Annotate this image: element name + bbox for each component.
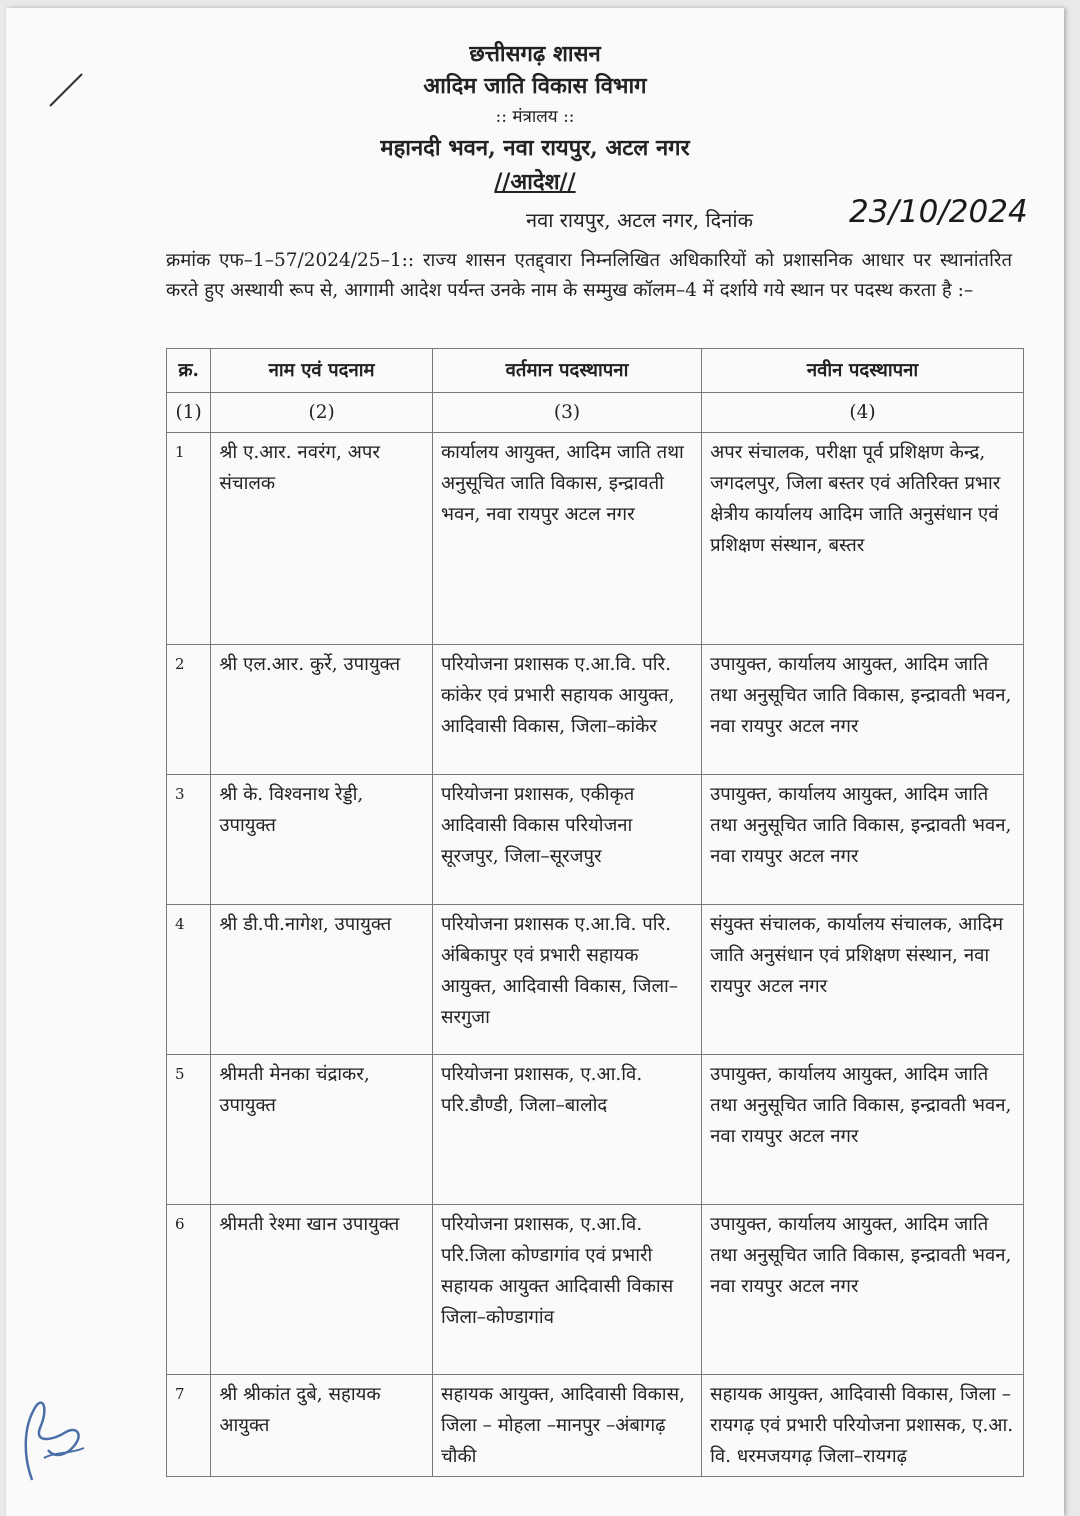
- header-current-posting: वर्तमान पदस्थापना: [432, 349, 701, 393]
- table-row: [167, 433, 1024, 645]
- name-cell: श्री डी.पी.नागेश, उपायुक्त: [211, 905, 433, 1055]
- name-cell: श्री एल.आर. कुर्रे, उपायुक्त: [211, 645, 433, 775]
- name-cell: श्री श्रीकांत दुबे, सहायक आयुक्त: [211, 1375, 433, 1477]
- table-row: [167, 1055, 1024, 1205]
- name-cell: श्री के. विश्वनाथ रेड्डी, उपायुक्त: [211, 775, 433, 905]
- current-posting-cell: परियोजना प्रशासक, एकीकृत आदिवासी विकास परियोजना सूरजपुर, जिला–सूरजपुर: [432, 775, 701, 905]
- name-cell: श्रीमती रेश्मा खान उपायुक्त: [211, 1205, 433, 1375]
- signature-scribble-icon: [14, 1388, 94, 1488]
- index-cell: (4): [702, 393, 1024, 433]
- ministry-label: :: मंत्रालय ::: [495, 107, 575, 127]
- office-address: महानदी भवन, नवा रायपुर, अटल नगर: [380, 135, 690, 161]
- serial-cell: 7: [167, 1375, 211, 1477]
- new-posting-cell: उपायुक्त, कार्यालय आयुक्त, आदिम जाति तथा अनुसूचित जाति विकास, इन्द्रावती भवन, नवा रायपुर अटल नगर: [702, 775, 1024, 905]
- department-name: आदिम जाति विकास विभाग: [423, 73, 647, 99]
- dateline: नवा रायपुर, अटल नगर, दिनांक: [526, 208, 753, 232]
- order-paragraph: क्रमांक एफ–1–57/2024/25–1:: राज्य शासन एतद्द्वारा निम्नलिखित अधिकारियों को प्रशासनिक आधार पर स्थानांतरित करते हुए अस्थायी रूप से, आगामी आदेश पर्यन्त उनके नाम के सम्मुख कॉलम–4 में दर्शाये गये स्थान पर पदस्थ करता है :–: [166, 250, 1012, 301]
- current-posting-cell: परियोजना प्रशासक, ए.आ.वि. परि.डौण्डी, जिला–बालोद: [432, 1055, 701, 1205]
- serial-cell: 2: [167, 645, 211, 775]
- current-posting-cell: परियोजना प्रशासक ए.आ.वि. परि. कांकेर एवं प्रभारी सहायक आयुक्त, आदिवासी विकास, जिला–कांकेर: [432, 645, 701, 775]
- new-posting-cell: उपायुक्त, कार्यालय आयुक्त, आदिम जाति तथा अनुसूचित जाति विकास, इन्द्रावती भवन, नवा रायपुर अटल नगर: [702, 1055, 1024, 1205]
- new-posting-cell: अपर संचालक, परीक्षा पूर्व प्रशिक्षण केन्द्र, जगदलपुर, जिला बस्तर एवं अतिरिक्त प्रभार क्षेत्रीय कार्यालय आदिम जाति अनुसंधान एवं प्रशिक्षण संस्थान, बस्तर: [702, 433, 1024, 645]
- new-posting-cell: उपायुक्त, कार्यालय आयुक्त, आदिम जाति तथा अनुसूचित जाति विकास, इन्द्रावती भवन, नवा रायपुर अटल नगर: [702, 645, 1024, 775]
- table-header-row: [167, 349, 1024, 393]
- table-index-row: [167, 393, 1024, 433]
- handwritten-date: 23/10/2024: [849, 194, 1028, 230]
- current-posting-cell: कार्यालय आयुक्त, आदिम जाति तथा अनुसूचित जाति विकास, इन्द्रावती भवन, नवा रायपुर अटल नगर: [432, 433, 701, 645]
- order-title: //आदेश//: [494, 169, 576, 195]
- current-posting-cell: सहायक आयुक्त, आदिवासी विकास, जिला – मोहला –मानपुर –अंबागढ़ चौकी: [432, 1375, 701, 1477]
- serial-cell: 4: [167, 905, 211, 1055]
- serial-cell: 1: [167, 433, 211, 645]
- table-row: [167, 1375, 1024, 1477]
- new-posting-cell: उपायुक्त, कार्यालय आयुक्त, आदिम जाति तथा अनुसूचित जाति विकास, इन्द्रावती भवन, नवा रायपुर अटल नगर: [702, 1205, 1024, 1375]
- table-row: [167, 905, 1024, 1055]
- serial-cell: 3: [167, 775, 211, 905]
- index-cell: (1): [167, 393, 211, 433]
- header-name: नाम एवं पदनाम: [211, 349, 433, 393]
- current-posting-cell: परियोजना प्रशासक ए.आ.वि. परि. अंबिकापुर एवं प्रभारी सहायक आयुक्त, आदिवासी विकास, जिला–सरगुजा: [432, 905, 701, 1055]
- serial-cell: 6: [167, 1205, 211, 1375]
- transfer-table: [166, 348, 1024, 1477]
- name-cell: श्री ए.आर. नवरंग, अपर संचालक: [211, 433, 433, 645]
- table-row: [167, 645, 1024, 775]
- name-cell: श्रीमती मेनका चंद्राकर, उपायुक्त: [211, 1055, 433, 1205]
- government-name: छत्तीसगढ़ शासन: [469, 41, 601, 67]
- current-posting-cell: परियोजना प्रशासक, ए.आ.वि. परि.जिला कोण्डागांव एवं प्रभारी सहायक आयुक्त आदिवासी विकास जिला–कोण्डागांव: [432, 1205, 701, 1375]
- document-page: [6, 8, 1064, 1516]
- new-posting-cell: संयुक्त संचालक, कार्यालय संचालक, आदिम जाति अनुसंधान एवं प्रशिक्षण संस्थान, नवा रायपुर अटल नगर: [702, 905, 1024, 1055]
- index-cell: (3): [432, 393, 701, 433]
- index-cell: (2): [211, 393, 433, 433]
- table-row: [167, 775, 1024, 905]
- header-new-posting: नवीन पदस्थापना: [702, 349, 1024, 393]
- new-posting-cell: सहायक आयुक्त, आदिवासी विकास, जिला – रायगढ़ एवं प्रभारी परियोजना प्रशासक, ए.आ. वि. धरमजयगढ़ जिला–रायगढ़: [702, 1375, 1024, 1477]
- serial-cell: 5: [167, 1055, 211, 1205]
- header-serial: क्र.: [167, 349, 211, 393]
- table-row: [167, 1205, 1024, 1375]
